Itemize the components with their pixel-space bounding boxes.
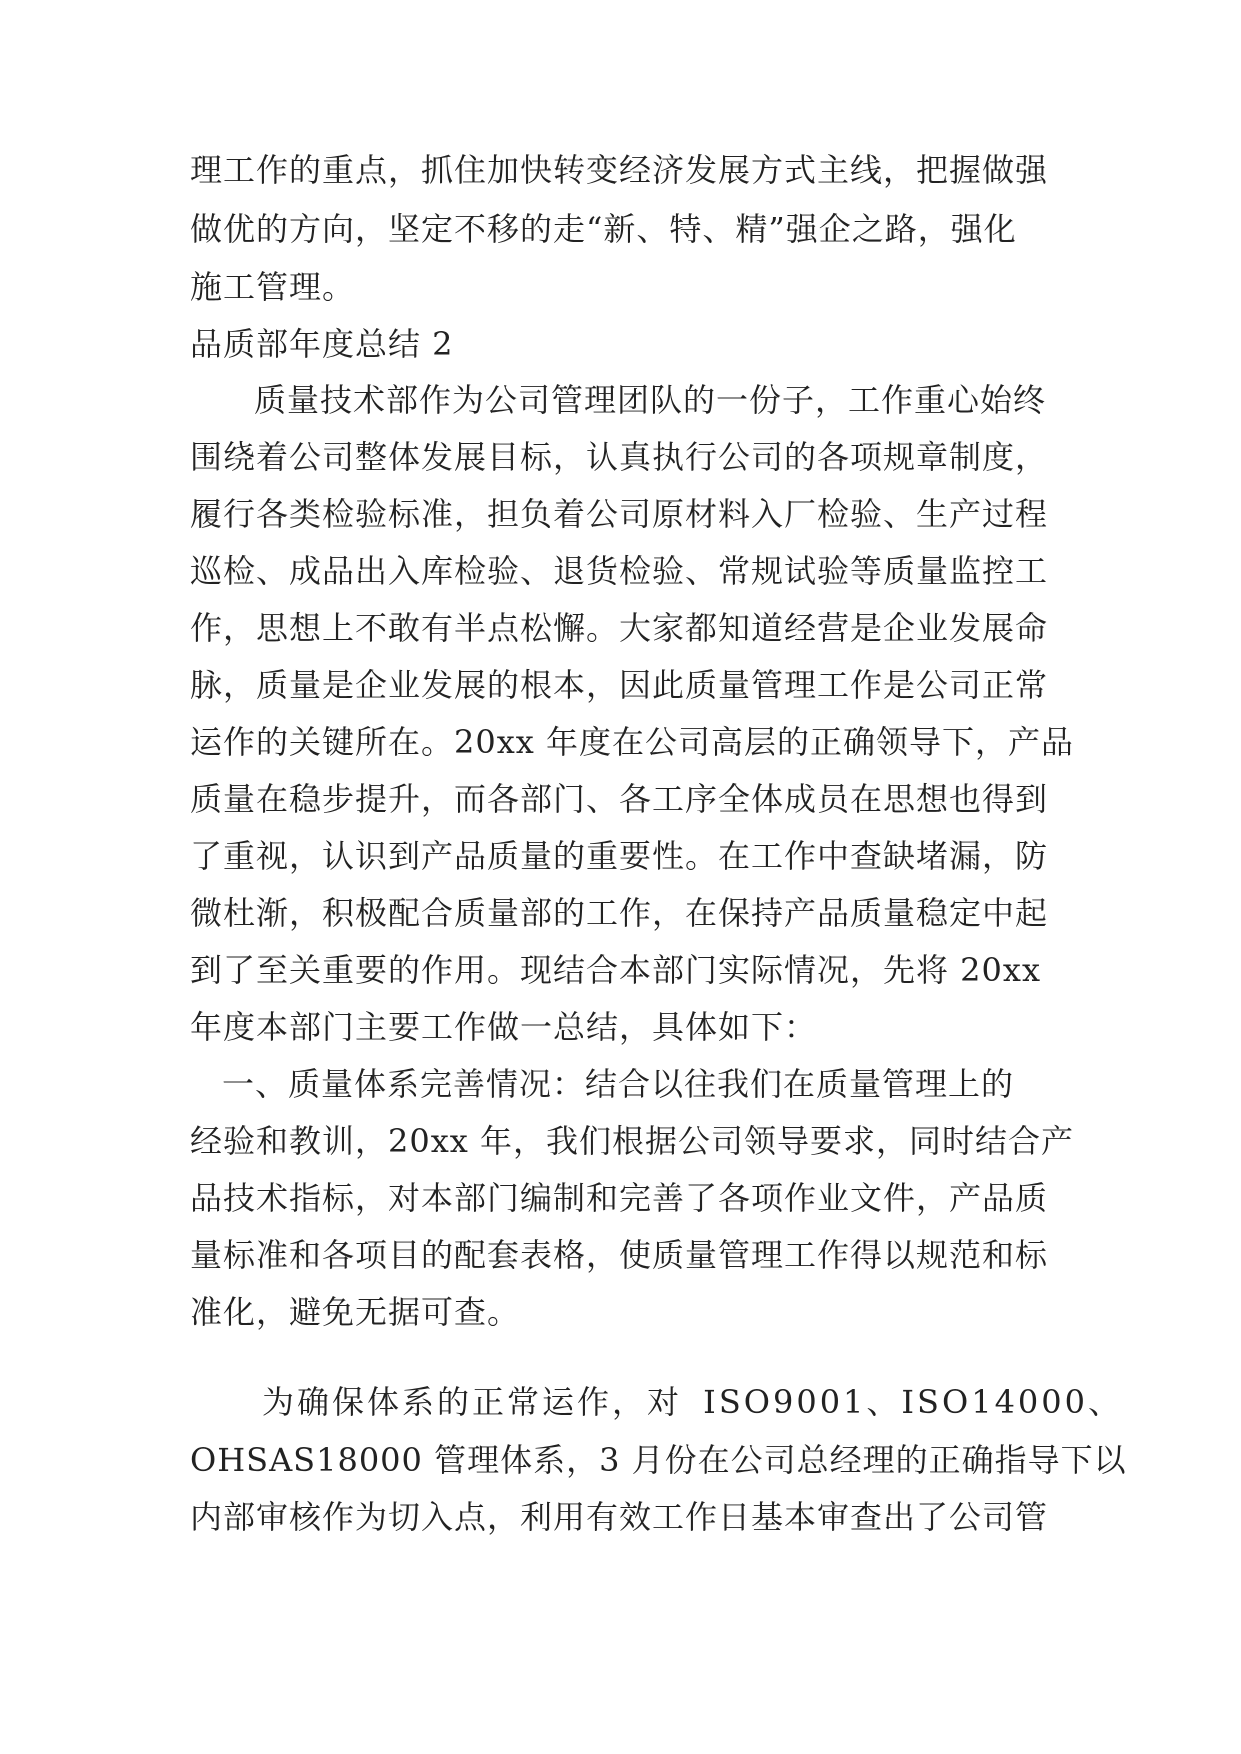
text-line: 到了至关重要的作用。现结合本部门实际情况，先将 20xx — [190, 951, 1041, 989]
text-line: 微杜渐，积极配合质量部的工作，在保持产品质量稳定中起 — [190, 894, 1049, 932]
text-line: 质量在稳步提升，而各部门、各工序全体成员在思想也得到 — [190, 780, 1049, 818]
text-line: 准化，避免无据可查。 — [190, 1293, 521, 1331]
text-line: 了重视，认识到产品质量的重要性。在工作中查缺堵漏，防 — [190, 837, 1049, 875]
text-line: 做优的方向，坚定不移的走“新、特、精”强企之路，强化 — [190, 210, 1017, 248]
text-line: 品技术指标，对本部门编制和完善了各项作业文件，产品质 — [190, 1179, 1049, 1217]
text-line: 作，思想上不敢有半点松懈。大家都知道经营是企业发展命 — [190, 609, 1049, 647]
text-line: 围绕着公司整体发展目标，认真执行公司的各项规章制度， — [190, 438, 1049, 476]
text-line: 运作的关键所在。20xx 年度在公司高层的正确领导下，产品 — [190, 723, 1074, 761]
paragraph-first-line: 一、质量体系完善情况：结合以往我们在质量管理上的 — [222, 1065, 1015, 1103]
text-line: 施工管理。 — [190, 268, 356, 306]
text-line: 经验和教训，20xx 年，我们根据公司领导要求，同时结合产 — [190, 1122, 1074, 1160]
paragraph-first-line: 为确保体系的正常运作，对 ISO9001、ISO14000、 — [262, 1383, 1124, 1421]
text-line: 巡检、成品出入库检验、退货检验、常规试验等质量监控工 — [190, 552, 1049, 590]
text-line: 年度本部门主要工作做一总结，具体如下： — [190, 1008, 818, 1046]
text-line: 理工作的重点，抓住加快转变经济发展方式主线，把握做强 — [190, 151, 1049, 189]
text-line: 量标准和各项目的配套表格，使质量管理工作得以规范和标 — [190, 1236, 1049, 1274]
text-line: OHSAS18000 管理体系，3 月份在公司总经理的正确指导下以 — [190, 1441, 1127, 1479]
paragraph-first-line: 质量技术部作为公司管理团队的一份子，工作重心始终 — [254, 381, 1047, 419]
section-heading: 品质部年度总结 2 — [190, 325, 454, 363]
text-line: 内部审核作为切入点，利用有效工作日基本审查出了公司管 — [190, 1498, 1049, 1536]
text-line: 脉，质量是企业发展的根本，因此质量管理工作是公司正常 — [190, 666, 1049, 704]
text-line: 履行各类检验标准，担负着公司原材料入厂检验、生产过程 — [190, 495, 1049, 533]
